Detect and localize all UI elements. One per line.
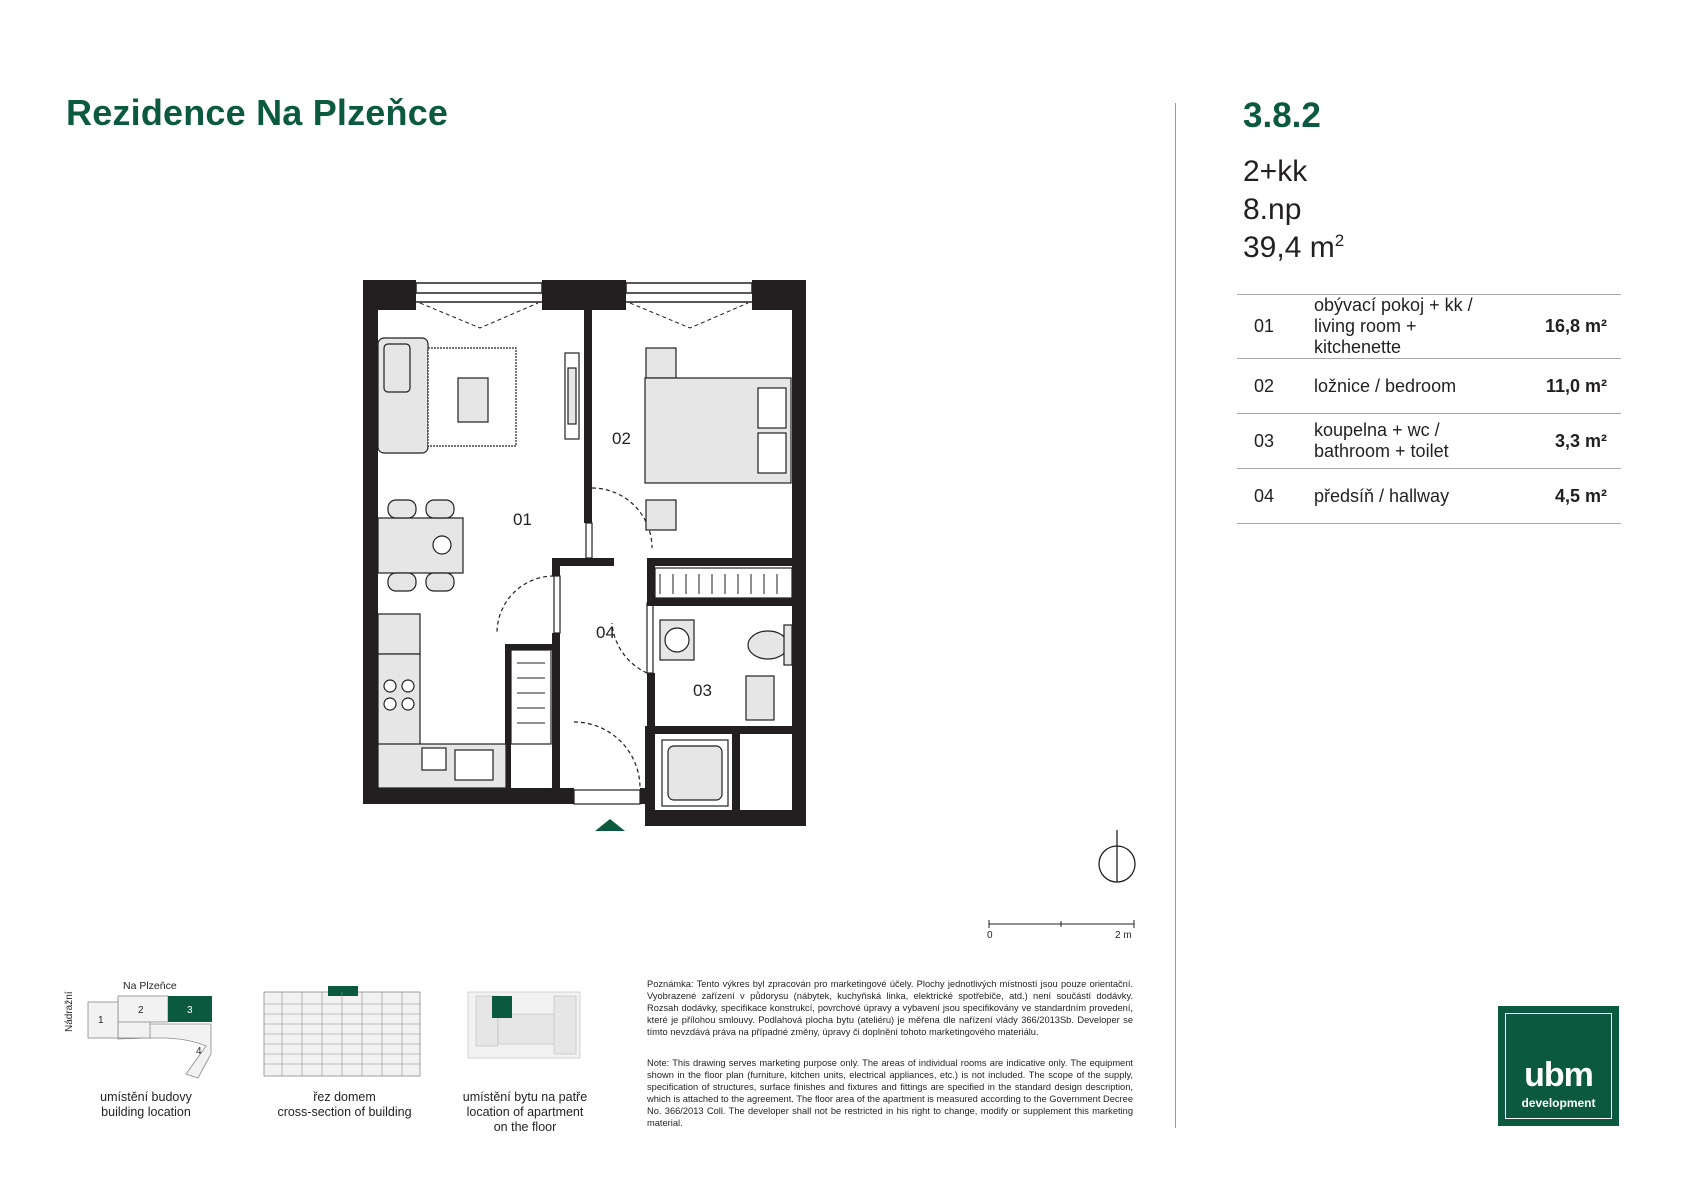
scale-bar xyxy=(988,918,1138,930)
room-area: 16,8 m² xyxy=(1507,295,1621,359)
note-english: Note: This drawing serves marketing purpose only. The areas of individual rooms are indicative only. The equipment shown in the floor plan (furniture, kitchen units, electrical appliances, etc.) is not included. The scope of the supply, specification of structures, surface finishes and fixtures and fittings are specified in the standard design description, which is attached to the agreement. The floor area of the apartment is measured according to the Government Decree No. 366/2013 Coll. The developer shall not be restricted in his right to change, modify or supplement this marketing material. xyxy=(647,1058,1133,1128)
room-name: předsíň / hallway xyxy=(1314,469,1507,524)
unit-floor: 8.np xyxy=(1243,193,1302,226)
entrance-arrow-icon xyxy=(595,819,625,831)
street-label-top: Na Plzeňce xyxy=(123,980,177,992)
plan-label-01: 01 xyxy=(513,510,532,529)
project-title: Rezidence Na Plzeňce xyxy=(66,92,449,133)
table-row xyxy=(1237,469,1621,524)
room-number: 01 xyxy=(1237,295,1314,359)
scale-start-label: 0 xyxy=(987,930,993,941)
cross-section-caption: řez domem cross-section of building xyxy=(277,1090,412,1119)
table-row xyxy=(1237,414,1621,469)
table-row xyxy=(1237,295,1621,359)
north-arrow-icon xyxy=(1098,828,1138,888)
floor-location-map xyxy=(466,990,582,1060)
scale-end-label: 2 m xyxy=(1115,930,1132,941)
room-name: ložnice / bedroom xyxy=(1314,359,1507,414)
ubm-logo xyxy=(1498,1006,1619,1126)
plan-label-03: 03 xyxy=(693,681,712,700)
unit-layout: 2+kk xyxy=(1243,155,1308,188)
room-area: 4,5 m² xyxy=(1507,469,1621,524)
room-name: obývací pokoj + kk / living room + kitchenette xyxy=(1314,295,1507,359)
block-label-1: 1 xyxy=(98,1015,104,1026)
room-table xyxy=(1237,294,1621,524)
note-czech: Poznámka: Tento výkres byl zpracován pro marketingové účely. Plochy jednotlivých místností jsou pouze orientační. Vyobrazené zařízení v půdorysu (nábytek, kuchyňská linka, elektrické spotřebiče, atd.) není součástí dodávky. Rozsah dodávky, specifikace konstrukcí, povrchové úpravy a vybavení jsou specifikovány ve standardním provedení, které je přílohou smlouvy. Podlahová plocha bytu (ateliéru) je měřena dle nařízení vlády 366/2013Sb. Developer se tímto nevzdává práva na případné změny, úpravy či doplnění tohoto marketingového materiálu. xyxy=(647,979,1133,1037)
room-name: koupelna + wc / bathroom + toilet xyxy=(1314,414,1507,469)
building-location-map xyxy=(86,994,216,1080)
street-label-side: Nádražní xyxy=(64,991,75,1032)
plan-label-02: 02 xyxy=(612,429,631,448)
room-number: 03 xyxy=(1237,414,1314,469)
table-row xyxy=(1237,359,1621,414)
building-location-caption: umístění budovy building location xyxy=(100,1090,192,1119)
room-area: 11,0 m² xyxy=(1507,359,1621,414)
cross-section-diagram xyxy=(262,980,422,1078)
room-area: 3,3 m² xyxy=(1507,414,1621,469)
unit-number: 3.8.2 xyxy=(1243,96,1321,135)
block-label-3: 3 xyxy=(187,1005,193,1016)
plan-label-04: 04 xyxy=(596,623,615,642)
block-label-2: 2 xyxy=(138,1005,144,1016)
floor-location-caption: umístění bytu na patře location of apartment on the floor xyxy=(462,1090,588,1134)
logo-mark: ubm xyxy=(1524,1056,1593,1094)
block-label-4: 4 xyxy=(196,1046,202,1057)
room-number: 02 xyxy=(1237,359,1314,414)
logo-subtitle: development xyxy=(1521,1096,1596,1110)
vertical-divider xyxy=(1175,103,1176,1128)
room-number: 04 xyxy=(1237,469,1314,524)
floor-plan xyxy=(360,278,820,838)
unit-area: 39,4 $m^2$ xyxy=(1243,231,1345,264)
